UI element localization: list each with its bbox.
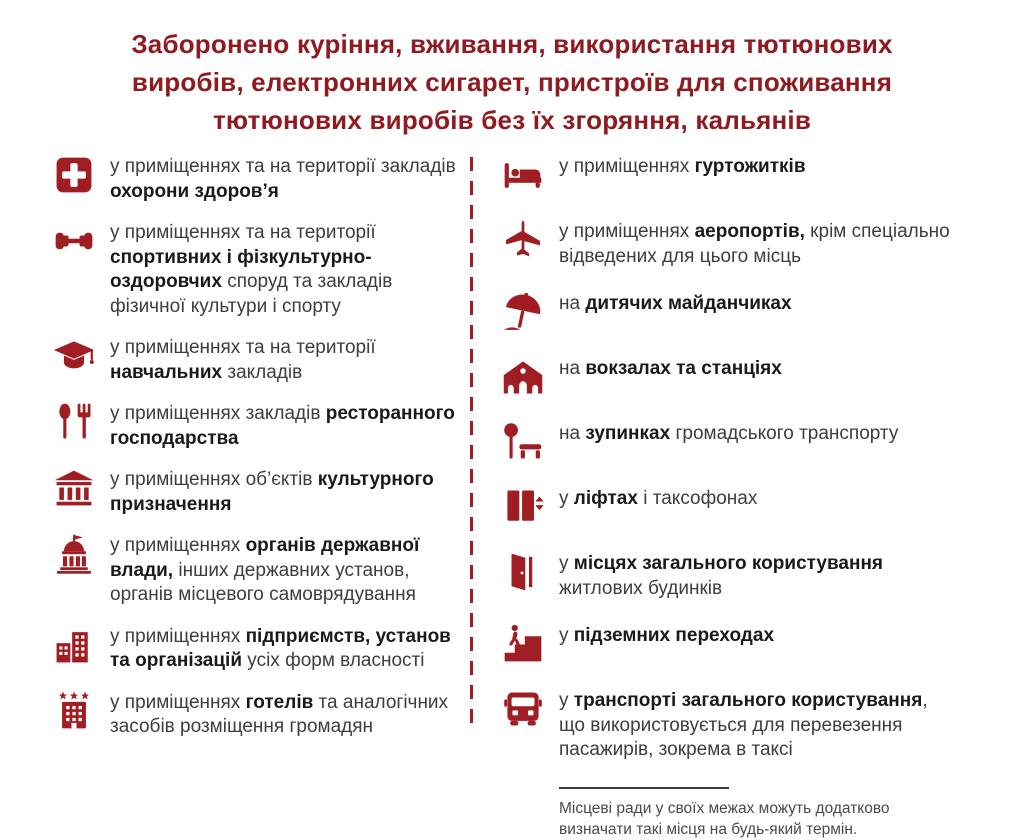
list-item — [52, 689, 470, 740]
list-item — [501, 290, 1024, 334]
list-item — [52, 153, 470, 204]
list-item — [52, 400, 470, 451]
item-text: у приміщеннях та на території спортивних і фізкультурно-оздоровчих споруд та закладів фізичної культури і спорту — [110, 222, 393, 317]
item-text: на вокзалах та станціях — [559, 358, 782, 379]
right-column — [473, 153, 1024, 840]
item-text: у приміщеннях підприємств, установ та організацій усіх форм власності — [110, 625, 451, 671]
page-title-line: Заборонено куріння, вживання, використання тютюнових — [131, 29, 893, 59]
item-text: у приміщеннях та на території навчальних закладів — [110, 337, 376, 383]
underpass-stairs-icon — [501, 622, 547, 666]
page-title-line: тютюнових виробів без їх згоряння, кальянів — [212, 105, 812, 135]
item-text: у місцях загального користування житлових будинків — [559, 553, 884, 599]
hotel-icon — [52, 689, 98, 733]
list-item — [501, 355, 1024, 399]
beach-umbrella-icon — [501, 290, 547, 334]
list-item — [52, 623, 470, 674]
list-item — [52, 532, 470, 608]
station-icon — [501, 355, 547, 399]
page-title-line: виробів, електронних сигарет, пристроїв для споживання — [131, 67, 893, 97]
dumbbell-icon — [52, 219, 98, 263]
bus-icon — [501, 687, 547, 731]
left-column — [0, 153, 470, 840]
item-text: у приміщеннях аеропортів, крім спеціально відведених для цього місць — [559, 221, 950, 267]
list-item — [501, 687, 1024, 763]
footnote — [559, 787, 951, 840]
airplane-icon — [501, 218, 547, 262]
item-text: на дитячих майданчиках — [559, 293, 792, 314]
list-item — [501, 420, 1024, 464]
item-text: у приміщеннях та на території закладів охорони здоров’я — [110, 156, 456, 202]
list-item — [52, 219, 470, 319]
list-item — [501, 218, 1024, 269]
item-text: у підземних переходах — [559, 625, 775, 646]
restaurant-icon — [52, 400, 98, 444]
item-text: на зупинках громадського транспорту — [559, 423, 899, 444]
door-icon — [501, 550, 547, 594]
list-item — [501, 153, 1024, 197]
bus-stop-icon — [501, 420, 547, 464]
graduation-cap-icon — [52, 334, 98, 378]
list-item — [501, 485, 1024, 529]
item-text: у приміщеннях закладів ресторанного господарства — [110, 403, 455, 449]
content-columns — [0, 153, 1024, 840]
item-text: у приміщеннях об’єктів культурного призначення — [110, 469, 434, 515]
footnote-divider — [559, 787, 729, 789]
item-text: у приміщеннях готелів та аналогічних засобів розміщення громадян — [110, 691, 449, 737]
office-buildings-icon — [52, 623, 98, 667]
item-text: у транспорті загального користування, що використовується для перевезення пасажирів, зокрема в таксі — [559, 690, 928, 760]
elevator-icon — [501, 485, 547, 529]
government-building-icon — [52, 532, 98, 576]
museum-icon — [52, 466, 98, 510]
page-title — [0, 0, 1024, 139]
list-item — [501, 550, 1024, 601]
item-text: у приміщеннях органів державної влади, інших державних установ, органів місцевого самоврядування — [110, 535, 420, 605]
medical-cross-icon — [52, 153, 98, 197]
list-item — [501, 622, 1024, 666]
item-text: у приміщеннях гуртожитків — [559, 156, 806, 177]
list-item — [52, 466, 470, 517]
list-item — [52, 334, 470, 385]
bed-icon — [501, 153, 547, 197]
footnote-text: Місцеві ради у своїх межах можуть додатково визначати такі місця на будь-який термін. — [559, 799, 890, 838]
item-text: у ліфтах і таксофонах — [559, 488, 758, 509]
